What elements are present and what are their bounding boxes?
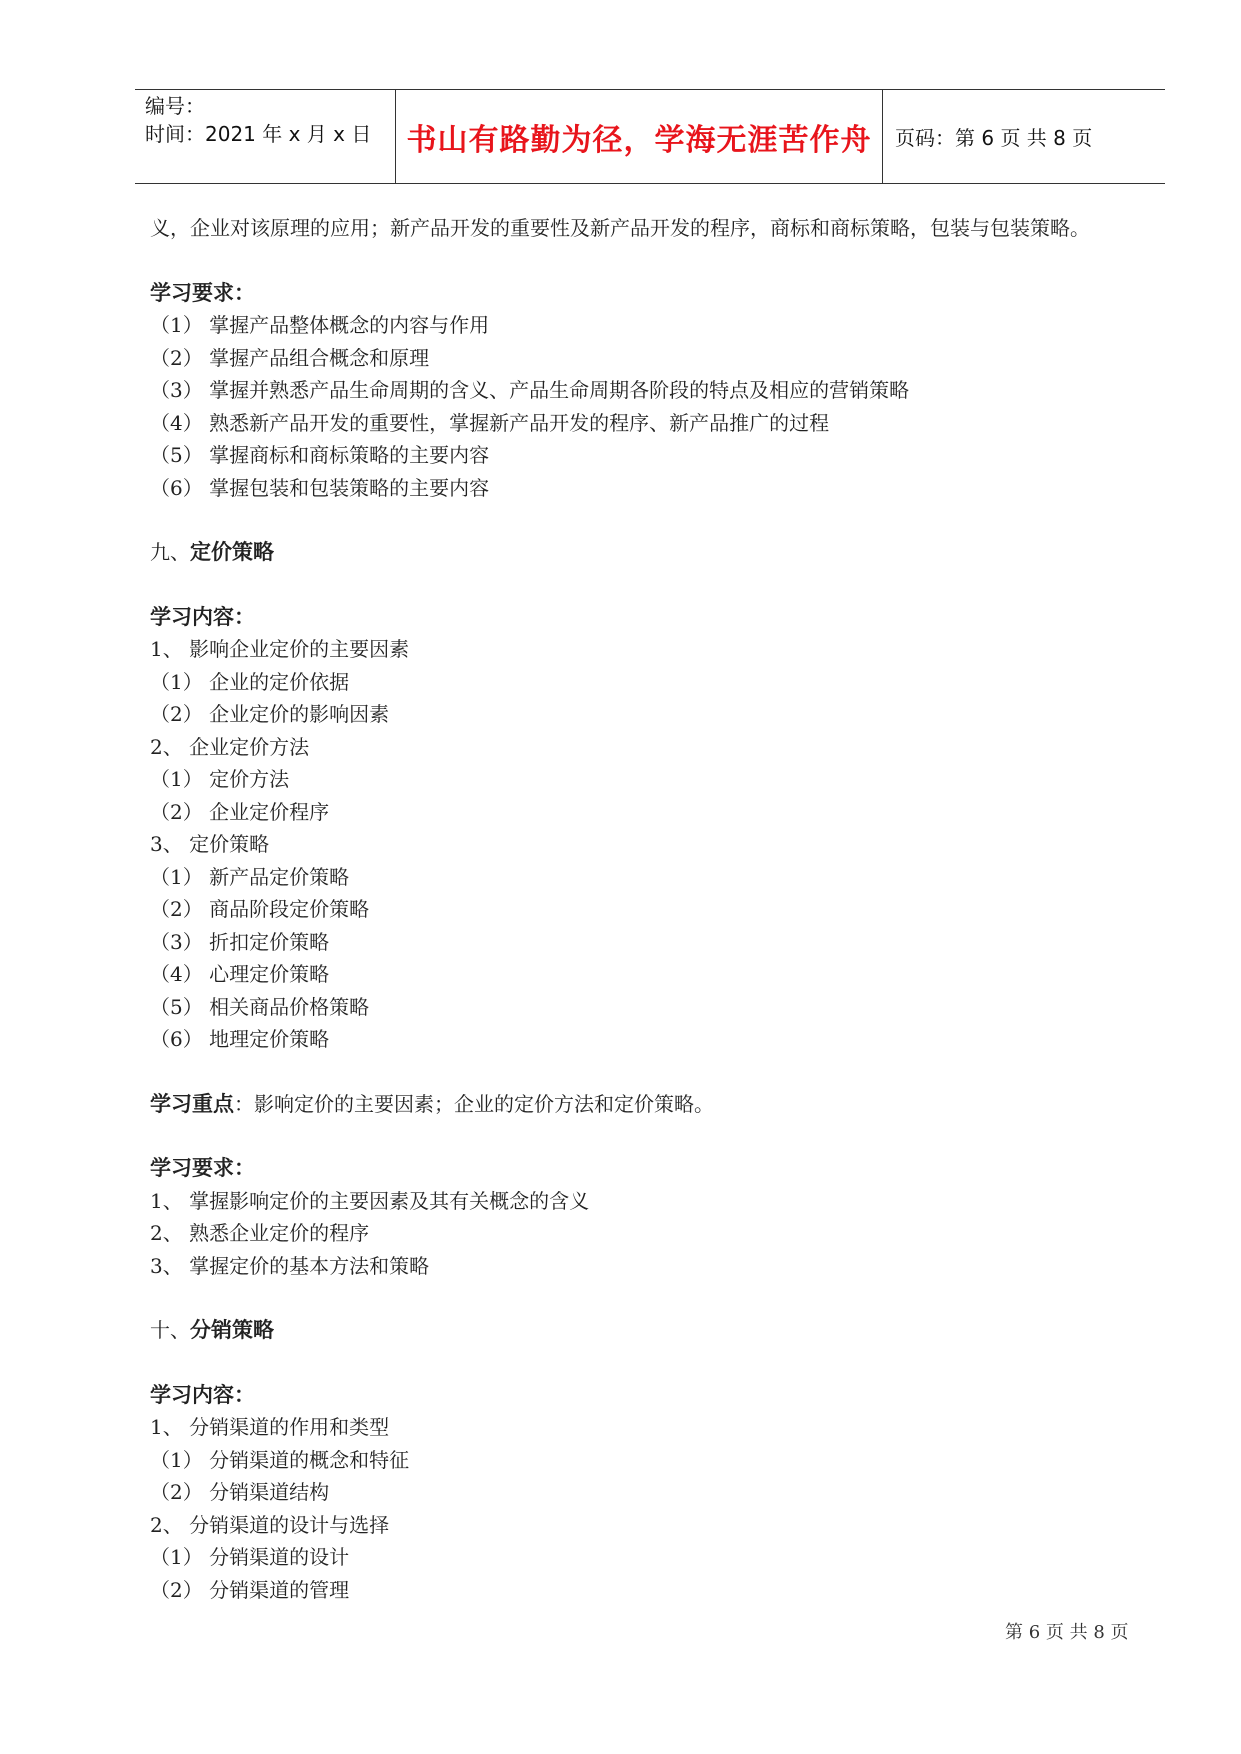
list-item: （3） 掌握并熟悉产品生命周期的含义、产品生命周期各阶段的特点及相应的营销策略 xyxy=(150,378,910,402)
page-footer: 第 6 页 共 8 页 xyxy=(1005,1622,1129,1643)
list-item: 3、 掌握定价的基本方法和策略 xyxy=(150,1253,430,1278)
list-item: （5） 相关商品价格策略 xyxy=(150,994,370,1019)
list-item: （1） 分销渠道的概念和特征 xyxy=(150,1447,410,1472)
page-header xyxy=(135,89,1165,184)
header-motto: 书山有路勤为径，学海无涯苦作舟 xyxy=(406,122,872,158)
list-item: （1） 分销渠道的设计 xyxy=(150,1545,350,1569)
list-item: （1） 新产品定价策略 xyxy=(150,864,350,889)
section-heading: 学习要求： xyxy=(150,1156,255,1180)
list-item: 1、 影响企业定价的主要因素 xyxy=(150,637,410,661)
header-page-label: 页码：第 6 页 共 8 页 xyxy=(895,126,1093,150)
list-item: （2） 分销渠道结构 xyxy=(150,1480,330,1504)
list-item: 2、 分销渠道的设计与选择 xyxy=(150,1512,390,1537)
list-item: （6） 地理定价策略 xyxy=(150,1027,330,1051)
intro-line: 义，企业对该原理的应用；新产品开发的重要性及新产品开发的程序，商标和商标策略，包装与包装策略。 xyxy=(150,216,1090,240)
list-item: （2） 企业定价的影响因素 xyxy=(150,702,390,726)
document-number-label: 编号： xyxy=(145,94,205,118)
chapter-heading xyxy=(150,536,1160,569)
list-item: 1、 分销渠道的作用和类型 xyxy=(150,1415,390,1439)
header-motto-cell xyxy=(395,90,883,183)
list-item: 2、 熟悉企业定价的程序 xyxy=(150,1221,370,1245)
focus-paragraph xyxy=(150,1088,1160,1121)
document-body xyxy=(150,212,1160,1606)
chapter-heading xyxy=(150,1314,1160,1347)
chapter-number: 十、 xyxy=(150,1318,190,1342)
header-page-cell xyxy=(881,90,1165,183)
focus-label: 学习重点 xyxy=(150,1091,234,1116)
section-heading: 学习要求： xyxy=(150,280,255,305)
list-item: （2） 掌握产品组合概念和原理 xyxy=(150,345,430,370)
list-item: （6） 掌握包装和包装策略的主要内容 xyxy=(150,475,490,500)
section-heading: 学习内容： xyxy=(150,1382,255,1407)
list-item: 3、 定价策略 xyxy=(150,832,270,856)
list-item: （1） 定价方法 xyxy=(150,767,290,791)
chapter-title: 分销策略 xyxy=(190,1318,274,1342)
list-item: 1、 掌握影响定价的主要因素及其有关概念的含义 xyxy=(150,1188,590,1213)
list-item: （1） 掌握产品整体概念的内容与作用 xyxy=(150,313,490,337)
section-heading: 学习内容： xyxy=(150,604,255,629)
list-item: （4） 心理定价策略 xyxy=(150,962,330,986)
list-item: （3） 折扣定价策略 xyxy=(150,929,330,954)
list-item: 2、 企业定价方法 xyxy=(150,734,310,759)
list-item: （2） 分销渠道的管理 xyxy=(150,1577,350,1602)
chapter-number: 九、 xyxy=(150,540,190,564)
chapter-title: 定价策略 xyxy=(190,540,274,564)
header-meta xyxy=(135,90,395,183)
list-item: （1） 企业的定价依据 xyxy=(150,669,350,694)
list-item: （4） 熟悉新产品开发的重要性，掌握新产品开发的程序、新产品推广的过程 xyxy=(150,410,830,435)
document-time-label: 时间：2021 年 x 月 x 日 xyxy=(145,122,372,146)
focus-text: ：影响定价的主要因素；企业的定价方法和定价策略。 xyxy=(234,1091,714,1116)
list-item: （5） 掌握商标和商标策略的主要内容 xyxy=(150,443,490,467)
list-item: （2） 企业定价程序 xyxy=(150,799,330,824)
list-item: （2） 商品阶段定价策略 xyxy=(150,897,370,921)
